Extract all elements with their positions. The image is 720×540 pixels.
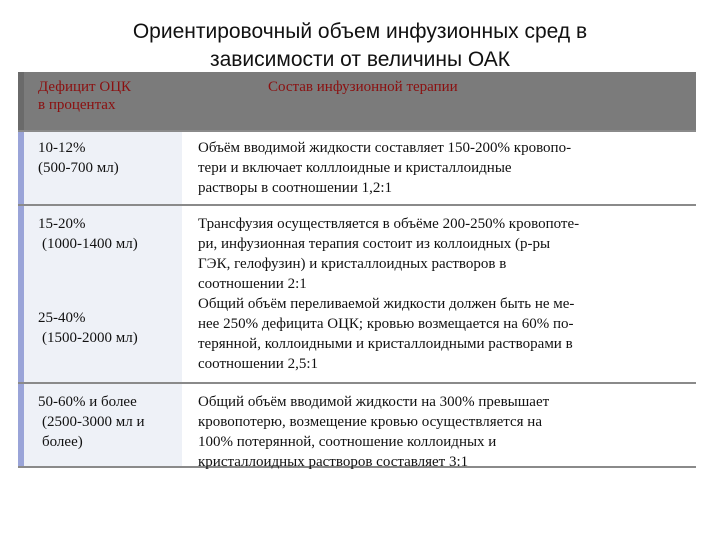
deficit-volume: более) (42, 434, 83, 450)
deficit-percent: 15-20% (38, 216, 86, 232)
therapy-line: ГЭК, гелофузин) и кристаллоидных растворов в (198, 256, 507, 272)
therapy-line: Общий объём вводимой жидкости на 300% превышает (198, 394, 550, 410)
therapy-line: Трансфузия осуществляется в объёме 200-250% кровопоте- (198, 216, 580, 232)
therapy-line: ри, инфузионная терапия состоит из коллоидных (р-ры (198, 236, 551, 252)
header-deficit-cell (18, 72, 182, 130)
therapy-line: кристаллоидных растворов составляет 3:1 (198, 454, 469, 470)
therapy-cell (182, 384, 696, 470)
slide-title (0, 18, 720, 74)
table-header-row (18, 72, 696, 130)
therapy-line: соотношении 2,5:1 (198, 356, 318, 372)
therapy-cell (182, 206, 696, 382)
deficit-volume: (1500-2000 мл) (42, 330, 138, 346)
deficit-percent: 50-60% и более (38, 394, 137, 410)
therapy-line: тери и включает колллоидные и кристаллоидные (198, 160, 512, 176)
table-row (18, 132, 696, 204)
title-line-2: зависимости от величины ОАК (209, 48, 511, 71)
table-row (18, 384, 696, 470)
infusion-table (18, 72, 696, 468)
therapy-line: Общий объём переливаемой жидкости должен быть не ме- (198, 296, 575, 312)
table-row (18, 206, 696, 382)
therapy-line: нее 250% дефицита ОЦК; кровью возмещается на 60% по- (198, 316, 574, 332)
therapy-line: 100% потерянной, соотношение коллоидных и (198, 434, 497, 450)
title-line-1: Ориентировочный объем инфузионных сред в (132, 20, 588, 43)
header-therapy-label: Состав инфузионной терапии (268, 79, 458, 95)
therapy-line: кровопотерю, возмещение кровью осуществляется на (198, 414, 542, 430)
deficit-cell (18, 132, 182, 204)
spacer (38, 254, 174, 308)
deficit-volume: (1000-1400 мл) (42, 236, 138, 252)
therapy-line: Объём вводимой жидкости составляет 150-200% кровопо- (198, 140, 572, 156)
therapy-line: растворы в соотношении 1,2:1 (198, 180, 393, 196)
deficit-percent: 10-12% (38, 140, 86, 156)
deficit-percent: 25-40% (38, 310, 86, 326)
deficit-cell (18, 384, 182, 466)
therapy-cell (182, 132, 696, 204)
deficit-cell (18, 206, 182, 382)
deficit-volume: (500-700 мл) (38, 160, 119, 176)
deficit-volume: (2500-3000 мл и (42, 414, 145, 430)
header-deficit-line-2: в процентах (38, 97, 116, 113)
therapy-line: терянной, коллоидными и кристаллоидными растворами в (198, 336, 573, 352)
therapy-line: соотношении 2:1 (198, 276, 307, 292)
header-deficit-line-1: Дефицит ОЦК (38, 79, 132, 95)
header-therapy-cell (182, 72, 696, 130)
